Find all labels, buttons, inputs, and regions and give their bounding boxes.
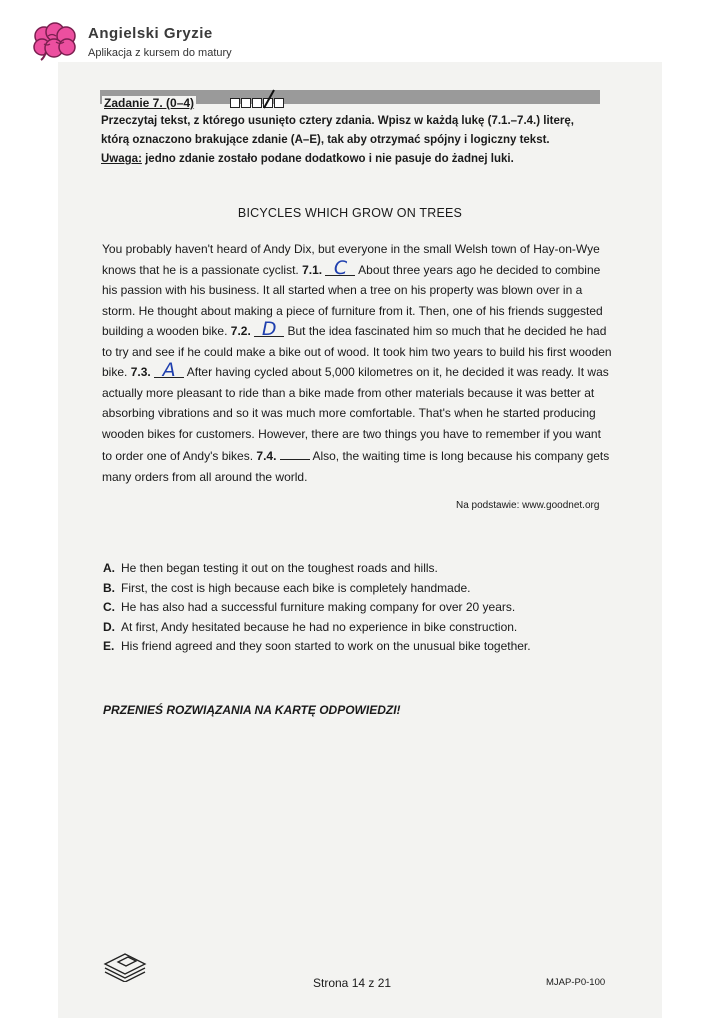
answer-options bbox=[103, 559, 531, 657]
option-e: E. His friend agreed and they soon started to work on the unusual bike together. bbox=[103, 639, 531, 653]
gap-7-1-answer: C bbox=[333, 256, 348, 279]
instruction-line-1: Przeczytaj tekst, z którego usunięto cztery zdania. Wpisz w każdą lukę (7.1.–7.4.) literę, bbox=[101, 115, 574, 127]
gap-7-3-number: 7.3. bbox=[130, 365, 151, 379]
gap-7-2-number: 7.2. bbox=[230, 324, 251, 338]
source-note: Na podstawie: www.goodnet.org bbox=[456, 500, 600, 511]
option-a: A. He then began testing it out on the toughest roads and hills. bbox=[103, 561, 438, 575]
instruction-line-2: którą oznaczono brakujące zdanie (A–E), tak aby otrzymać spójny i logiczny tekst. bbox=[101, 134, 550, 146]
gap-7-4[interactable] bbox=[280, 444, 310, 460]
text-segment-3: But the idea fascinated him so much that he decided he had to try and see if he could make a bike out of wood. It took him two years to build his first wooden bike. bbox=[102, 324, 612, 379]
gap-7-1[interactable] bbox=[325, 256, 355, 279]
text-segment-2: About three years ago he decided to combine his passion with his business. It all started when a tree on his property was blown over in a storm. He thought about making a piece of furniture from it. Then, one of his friends suggested building a wooden bike. bbox=[102, 262, 603, 338]
brand-header bbox=[32, 22, 232, 62]
page-number: Strona 14 z 21 bbox=[313, 976, 392, 990]
option-d: D. At first, Andy hesitated because he had no experience in bike construction. bbox=[103, 619, 518, 634]
instruction-warning bbox=[101, 150, 609, 169]
gap-7-2[interactable] bbox=[254, 318, 284, 340]
exam-code: MJAP-P0-100 bbox=[546, 977, 606, 988]
warning-text: jedno zdanie zostało podane dodatkowo i nie pasuje do żadnej luki. bbox=[145, 153, 514, 165]
gap-7-3[interactable] bbox=[154, 359, 184, 381]
gap-7-1-number: 7.1. bbox=[302, 262, 323, 277]
gap-7-4-number: 7.4. bbox=[256, 449, 277, 463]
cke-stack-icon bbox=[100, 942, 150, 982]
text-segment-4: After having cycled about 5,000 kilometres on it, he decided it was ready. It was actually more pleasant to ride than a bike made from other materials because it was better at absorbing vibrations and so it was much more comfortable. That's when he started producing wooden bikes for customers. However, there are two things you have to remember if you want to order one of Andy's bikes. bbox=[102, 365, 609, 463]
brand-tagline: Aplikacja z kursem do matury bbox=[88, 47, 232, 59]
transfer-note: PRZENIEŚ ROZWIĄZANIA NA KARTĘ ODPOWIEDZI! bbox=[103, 703, 401, 717]
task-label: Zadanie 7. (0–4) bbox=[104, 96, 195, 110]
brand-name: Angielski Gryzie bbox=[88, 25, 213, 42]
gap-7-3-answer: A bbox=[162, 359, 176, 381]
warning-label: Uwaga: bbox=[101, 153, 142, 165]
pen-tick-mark bbox=[262, 88, 278, 110]
text-segment-1: You probably haven't heard of Andy Dix, but everyone in the small Welsh town of Hay-on-Wye knows that he is a passionate cyclist. bbox=[102, 242, 600, 277]
option-c: C. He has also had a successful furniture making company for over 20 years. bbox=[103, 600, 516, 614]
gap-7-2-answer: D bbox=[261, 318, 277, 340]
option-b: B. First, the cost is high because each bike is completely handmade. bbox=[103, 580, 471, 595]
text-segment-5: Also, the waiting time is long because his company gets many orders from all around the world. bbox=[102, 449, 610, 484]
brain-icon bbox=[32, 22, 78, 62]
article-title: BICYCLES WHICH GROW ON TREES bbox=[237, 206, 463, 220]
task-instructions bbox=[101, 112, 609, 169]
article-text bbox=[102, 239, 612, 487]
